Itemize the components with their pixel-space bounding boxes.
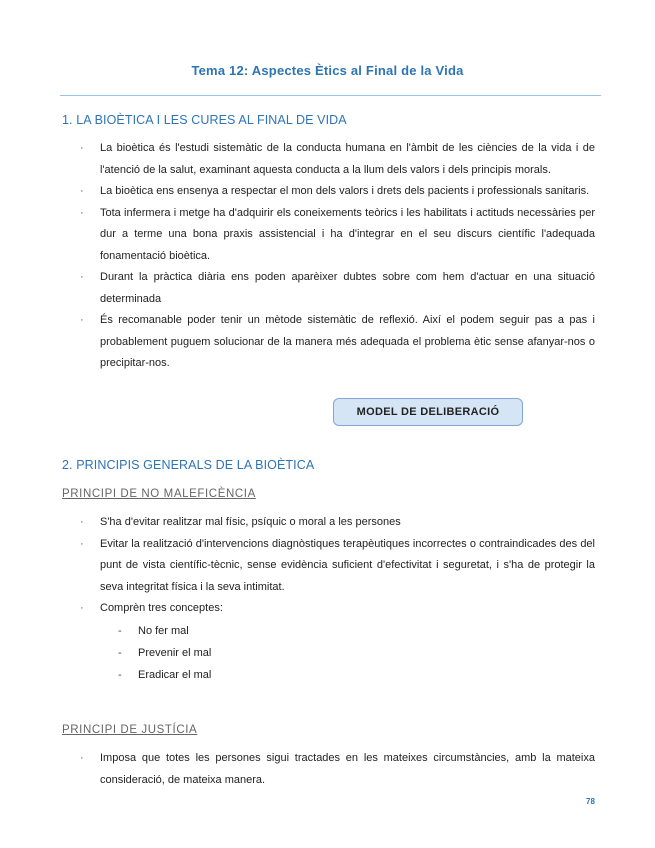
bullet-icon: · xyxy=(80,185,84,197)
dash-icon: - xyxy=(118,647,122,659)
bullet-icon: · xyxy=(80,516,84,528)
justicia-heading: PRINCIPI DE JUSTÍCIA xyxy=(62,724,198,736)
bullet-icon: · xyxy=(80,314,84,326)
title-divider xyxy=(60,95,601,96)
no-maleficencia-bullet-list xyxy=(80,512,595,620)
list-item: · S'ha d'evitar realitzar mal físic, psíquic o moral a les persones xyxy=(80,512,595,534)
list-item: · Durant la pràctica diària ens poden aparèixer dubtes sobre com hem d'actuar en una situació determinada xyxy=(80,267,595,310)
list-item: · Comprèn tres conceptes: xyxy=(80,598,595,620)
dash-icon: - xyxy=(118,669,122,681)
page-number: 78 xyxy=(586,797,595,806)
bullet-icon: · xyxy=(80,142,84,154)
list-item: · Evitar la realització d'intervencions diagnòstiques terapèutiques incorrectes o contraindicades des del punt de vista científic-tècnic, sense evidència suficient d'efectivitat i seguretat, i s'ha de protegir la seva integritat física i la seva intimitat. xyxy=(80,534,595,599)
justicia-bullet-list xyxy=(80,748,595,791)
page-title: Tema 12: Aspectes Ètics al Final de la Vida xyxy=(191,63,464,78)
bullet-icon: · xyxy=(80,206,84,219)
list-item: - No fer mal xyxy=(118,620,211,642)
section-1-bullet-list xyxy=(80,138,595,375)
list-item: · La bioètica és l'estudi sistemàtic de la conducta humana en l'àmbit de les ciències de la vida i de l'atenció de la salut, examinant aquesta conducta a la llum dels valors i dels principis morals. xyxy=(80,138,595,181)
concepts-list xyxy=(118,620,211,686)
list-item: · Imposa que totes les persones sigui tractades en les mateixes circumstàncies, amb la mateixa consideració, de mateixa manera. xyxy=(80,748,595,791)
list-item: · És recomanable poder tenir un mètode sistemàtic de reflexió. Així el podem seguir pas a pas i probablement puguem solucionar de la manera més adequada el problema ètic sense afanyar-nos o precipitar-nos. xyxy=(80,310,595,375)
bullet-icon: · xyxy=(80,602,84,614)
list-item: - Prevenir el mal xyxy=(118,642,211,664)
bullet-icon: · xyxy=(80,537,84,550)
section-2-heading: 2. PRINCIPIS GENERALS DE LA BIOÈTICA xyxy=(62,458,315,472)
list-item: · La bioètica ens ensenya a respectar el mon dels valors i drets dels pacients i professionals sanitaris. xyxy=(80,181,595,203)
bullet-icon: · xyxy=(80,271,84,283)
section-1-heading: 1. LA BIOÈTICA I LES CURES AL FINAL DE VIDA xyxy=(62,113,347,127)
list-item: - Eradicar el mal xyxy=(118,664,211,686)
model-deliberacio-button[interactable]: MODEL DE DELIBERACIÓ xyxy=(333,398,523,426)
no-maleficencia-heading: PRINCIPI DE NO MALEFICÈNCIA xyxy=(62,488,256,500)
bullet-icon: · xyxy=(80,752,84,764)
dash-icon: - xyxy=(118,625,122,637)
list-item: · Tota infermera i metge ha d'adquirir els coneixements teòrics i les habilitats i actituds necessàries per dur a terme una bona praxis assistencial i ha d'integrar en el seu discurs científic l'adequada fonamentació bioètica. xyxy=(80,203,595,268)
